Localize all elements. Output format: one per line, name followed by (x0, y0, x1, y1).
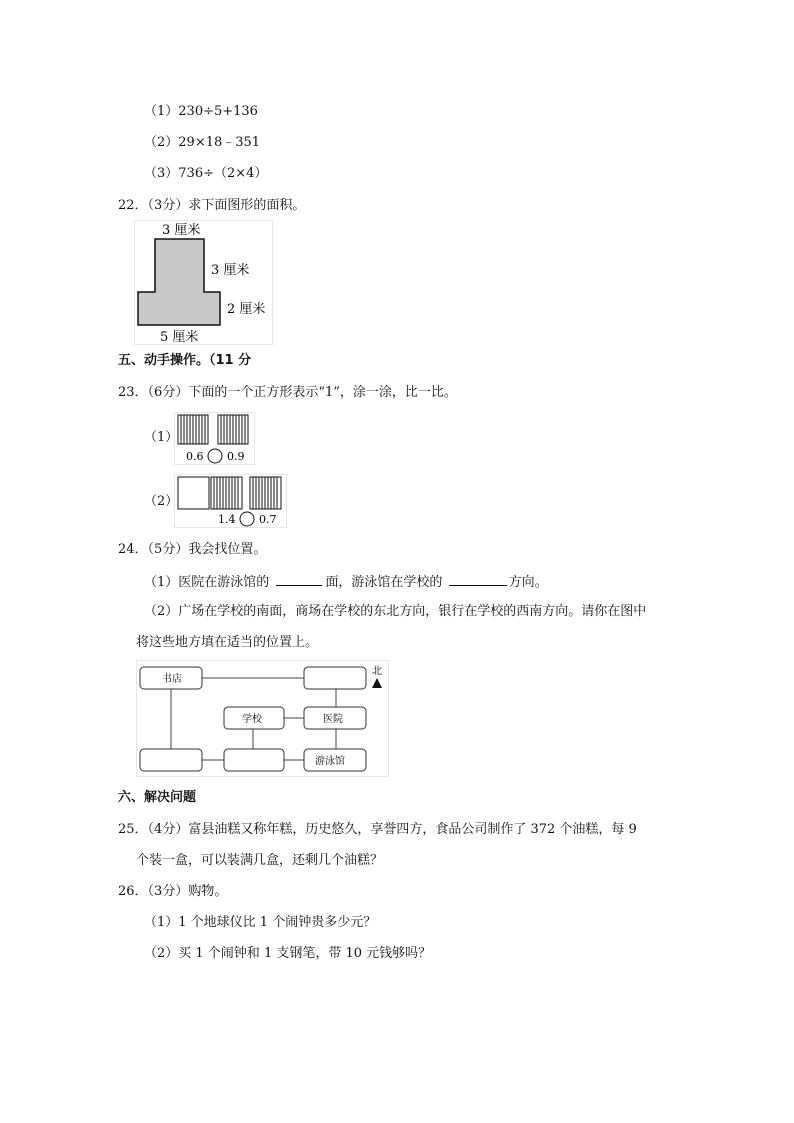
q24-map (136, 660, 390, 778)
q23-item1-num: （1） (144, 430, 179, 445)
empty-box-bottom-middle[interactable] (224, 749, 284, 771)
q25-line2: 个装一盒，可以装满几盒，还剩几个油糕？ (136, 853, 384, 868)
label-top: 3 厘米 (162, 223, 201, 238)
section5-title: 五、动手操作。（11 分 (118, 353, 252, 368)
label-lower-right: 2 厘米 (227, 302, 266, 317)
square-left (178, 415, 208, 444)
empty-box-bottom-left[interactable] (140, 749, 202, 771)
hospital-label: 医院 (323, 714, 343, 725)
q26-title: 26．（3分）购物。 (118, 884, 228, 899)
label-bottom: 5 厘米 (160, 330, 199, 345)
value-left: 0.6 (186, 450, 204, 463)
value-right: 0.7 (259, 513, 277, 526)
q21-item-1: （1）230÷5+136 (144, 104, 258, 119)
q24-part1-a: （1）医院在游泳馆的 (144, 575, 270, 590)
q24-part1-c: 方向。 (508, 575, 548, 590)
q26-item1: （1）1 个地球仪比 1 个闹钟贵多少元？ (144, 915, 377, 930)
q23-item2-num: （2） (144, 494, 179, 509)
square-blank (178, 477, 209, 509)
composite-shape (138, 239, 220, 325)
q23-item1-figure (174, 412, 256, 466)
q22-figure (134, 220, 274, 346)
square-right (218, 415, 248, 444)
q26-item2: （2）买 1 个闹钟和 1 支钢笔，带 10 元钱够吗？ (144, 946, 432, 961)
north-arrow-icon (372, 678, 382, 688)
label-upper-right: 3 厘米 (211, 263, 250, 278)
q23-title: 23．（6分）下面的一个正方形表示“1”，涂一涂，比一比。 (118, 385, 457, 400)
q25-line1: 25．（4分）富县油糕又称年糕，历史悠久，享誉四方，食品公司制作了 372 个油糕，每 9 (118, 822, 637, 837)
q24-title: 24．（5分）我会找位置。 (118, 542, 267, 557)
q21-item-2: （2）29×18﹣351 (144, 135, 261, 150)
q24-part2-line1: （2）广场在学校的南面，商场在学校的东北方向，银行在学校的西南方向。请你在图中 (144, 604, 647, 619)
bookstore-label: 书店 (162, 674, 182, 685)
value-right: 0.9 (227, 450, 245, 463)
q24-part1 (144, 573, 548, 591)
compare-circle[interactable] (240, 512, 254, 526)
answer-blank-1[interactable] (276, 573, 322, 586)
q23-item2-figure (174, 474, 288, 529)
q24-part1-b: 面，游泳馆在学校的 (325, 575, 443, 590)
section6-title: 六、解决问题 (118, 790, 197, 805)
empty-box-top-right[interactable] (304, 667, 366, 689)
value-left: 1.4 (218, 513, 236, 526)
square-right (250, 477, 281, 509)
square-middle (211, 477, 242, 509)
north-label: 北 (372, 666, 382, 677)
school-label: 学校 (242, 714, 262, 725)
q21-item-3: （3）736÷（2×4） (144, 166, 268, 181)
q22-title: 22．（3分）求下面图形的面积。 (118, 198, 306, 213)
pool-label: 游泳馆 (315, 756, 345, 767)
q24-part2-line2: 将这些地方填在适当的位置上。 (136, 635, 319, 650)
compare-circle[interactable] (208, 449, 222, 463)
answer-blank-2[interactable] (449, 573, 507, 586)
